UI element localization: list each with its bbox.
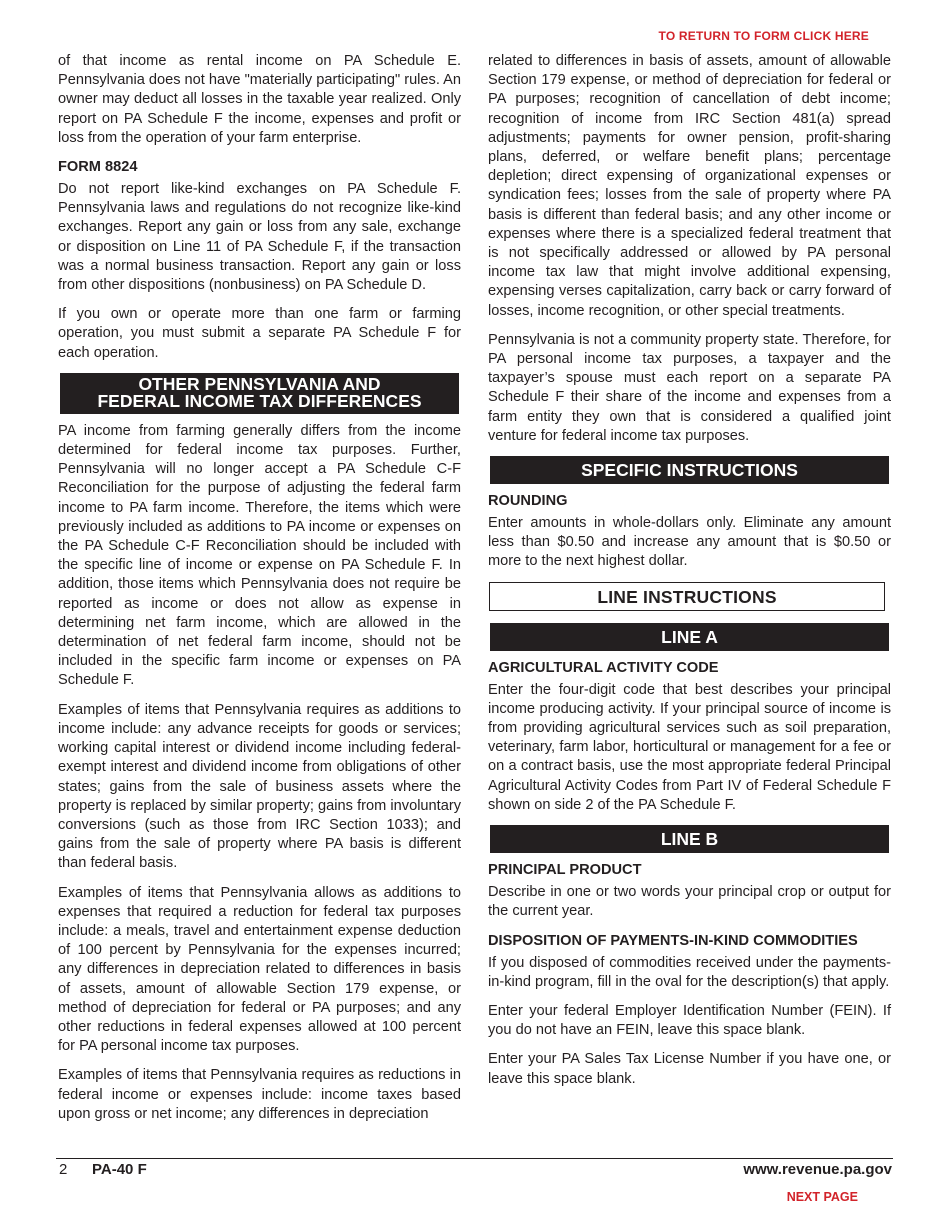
left-column (58, 52, 461, 1134)
principal-product-text: Describe in one or two words your principal crop or output for the current year. (488, 884, 891, 920)
next-page-link[interactable]: NEXT PAGE (786, 1190, 858, 1204)
disposition-text: If you disposed of commodities received under the payments-in-kind program, fill in the oval for the description(s) that apply. (488, 954, 891, 990)
footer-divider (56, 1158, 893, 1159)
paragraph-multiple-farms: If you own or operate more than one farm or farming operation, you must submit a separate PA Schedule F for each operation. (58, 306, 461, 361)
agricultural-activity-code-text: Enter the four-digit code that best describes your principal income producing activity. If your principal source of income is from providing agricultural services such as soil preparation, veterinary, farm labor, horticultural or management for a fee or on a contract basis, use the most appropriate federal Principal Agricultural Activity Codes from Part IV of Federal Schedule F shown on side 2 of the PA Schedule F. (488, 681, 891, 813)
website-url: www.revenue.pa.gov (743, 1161, 892, 1178)
paragraph-pa-income-differs: PA income from farming generally differs from the income determined for federal income tax purposes. Further, Pennsylvania will no longer accept a PA Schedule C-F Reconciliation for the purpose of adjusting the federal farm income to PA farm income. Therefore, the items which were previously included as additions to PA income or expenses on the PA Schedule C-F Reconciliation should be included with the specific line of income or expense on PA Schedule F. In addition, those items which Pennsylvania does not require be reported as income or does not allow as expense in determining net farm income, which are allowed in the determination of net federal farm income, should not be included in the specific farm income or expenses on PA Schedule F. (58, 422, 461, 689)
form-name: PA-40 F (92, 1161, 147, 1178)
principal-product-heading: PRINCIPAL PRODUCT (488, 862, 642, 879)
form-8824-heading: FORM 8824 (58, 159, 138, 176)
rounding-text: Enter amounts in whole-dollars only. Eliminate any amount less than $0.50 and increase any amount that is $0.50 or more to the next highest dollar. (488, 515, 891, 570)
section-heading-line-2: FEDERAL INCOME TAX DIFFERENCES (97, 390, 422, 411)
page-number: 2 (59, 1161, 68, 1178)
specific-instructions-heading: SPECIFIC INSTRUCTIONS (490, 456, 889, 484)
return-to-form-link[interactable]: TO RETURN TO FORM CLICK HERE (658, 29, 869, 43)
rounding-heading: ROUNDING (488, 493, 568, 510)
section-heading-tax-differences (60, 373, 459, 414)
right-column (488, 52, 891, 1099)
paragraph-community-property: Pennsylvania is not a community property state. Therefore, for PA personal income tax purposes, a taxpayer and the taxpayer’s spouse must each report on a separate PA Schedule F their share of the income and expenses from a farm entity they own that is considered a qualified joint venture for federal income tax purposes. (488, 331, 891, 444)
line-b-heading: LINE B (490, 825, 889, 853)
paragraph-additions-to-income: Examples of items that Pennsylvania requires as additions to income include: any advance receipts for goods or services; working capital interest or dividend income including federal-exempt interest and dividend income from obligations of other states; gains from the sale of business assets where the property is replaced by similar property; gains from involuntary conversions (such as those from IRC Section 1033); and gains from the sale of property where PA basis is different than federal basis. (58, 701, 461, 872)
disposition-heading: DISPOSITION OF PAYMENTS-IN-KIND COMMODITIES (488, 932, 858, 949)
paragraph-rental-income: of that income as rental income on PA Schedule E. Pennsylvania does not have "materially participating" rules. An owner may deduct all losses in the taxable year realized. Only report on PA Schedule F the income, expenses and profit or loss from the operation of your farm enterprise. (58, 53, 461, 146)
section-heading-line-1: OTHER PENNSYLVANIA AND (138, 373, 381, 394)
line-instructions-heading: LINE INSTRUCTIONS (489, 582, 885, 611)
line-a-heading: LINE A (490, 623, 889, 651)
paragraph-reductions: Examples of items that Pennsylvania requires as reductions in federal income or expenses include: income taxes based upon gross or net income; any differences in depreciation (58, 1067, 461, 1122)
fein-text: Enter your federal Employer Identification Number (FEIN). If you do not have an FEIN, leave this space blank. (488, 1002, 891, 1039)
paragraph-reductions-continued: related to differences in basis of assets, amount of allowable Section 179 expense, or method of depreciation for federal or PA purposes; recognition of cancellation of debt income; recognition of income from IRC Section 481(a) spread adjustments; payments for owner pension, profit-sharing plans, deferred, or welfare benefit plans; percentage depletion; direct expensing of organizational expenses or syndication fees; losses from the sale of property where PA basis is different than federal basis; and any other income or expenses where there is a specialized federal treatment that is not specifically addressed or allowed by PA personal income tax law that might involve additional expensing, expensing verses capitalization, carry back or carry forward of losses, income recognition, or other special treatments. (488, 53, 891, 319)
agricultural-activity-code-heading: AGRICULTURAL ACTIVITY CODE (488, 659, 719, 676)
paragraph-additions-to-expenses: Examples of items that Pennsylvania allows as additions to expenses that required a reduction for federal tax purposes include: a meals, travel and entertainment expense deduction of 100 percent by Pennsylvania for the expenses incurred; any differences in depreciation related to differences in basis of assets, amount of allowable Section 179 expense, or method of depreciation for federal or PA purposes; and any other reductions in federal expenses allowed at 100 percent for PA personal income tax purposes. (58, 884, 461, 1055)
paragraph-like-kind: Do not report like-kind exchanges on PA Schedule F. Pennsylvania laws and regulations do not recognize like-kind exchanges. Report any gain or loss from any sale, exchange or disposition on Line 11 of PA Schedule F, if the transaction was a normal business transaction. Report any gain or loss from other dispositions (nonbusiness) on PA Schedule D. (58, 181, 461, 294)
sales-tax-text: Enter your PA Sales Tax License Number if you have one, or leave this space blank. (488, 1051, 891, 1087)
